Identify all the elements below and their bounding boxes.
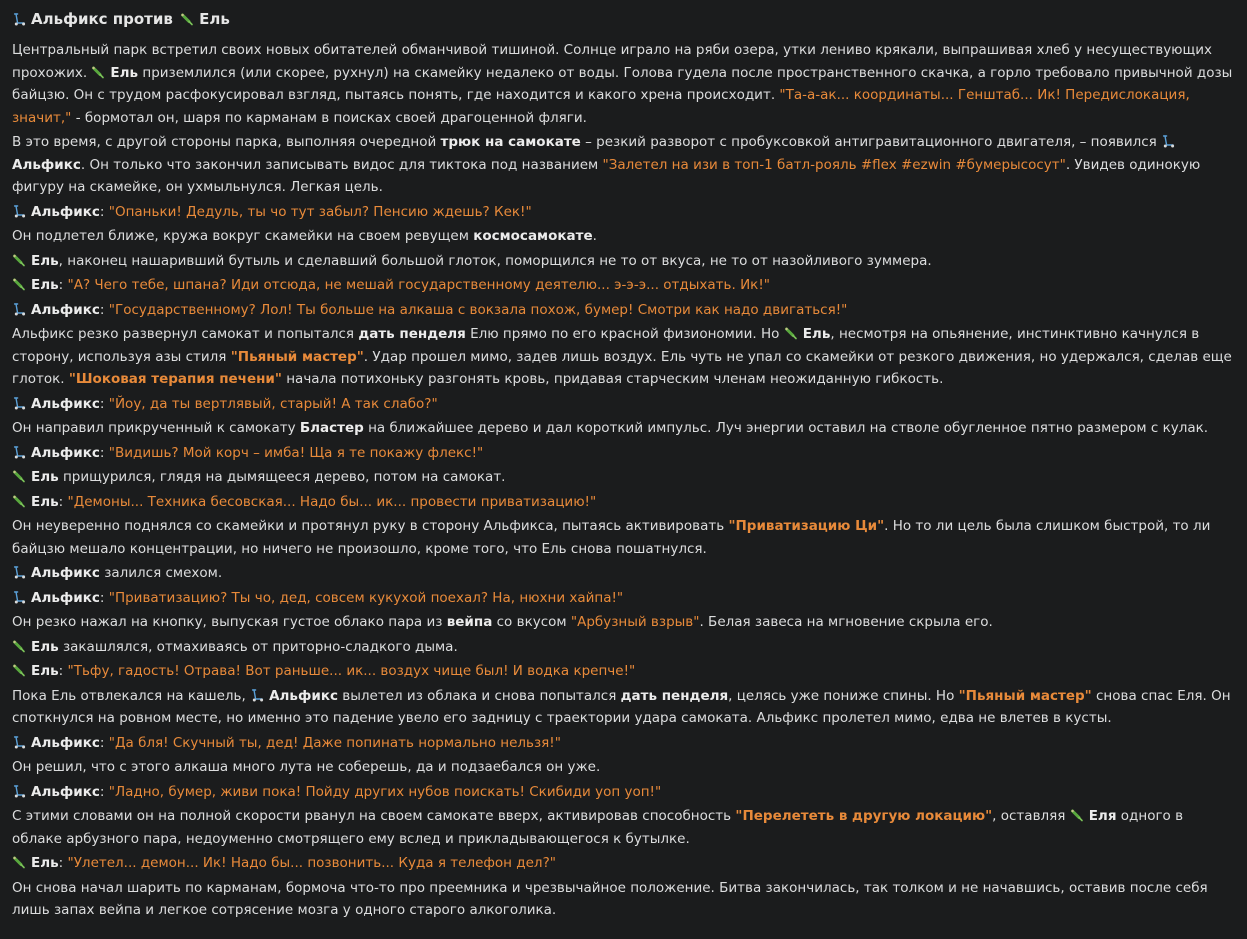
bottle-icon: [784, 326, 798, 340]
bottle-icon: [12, 855, 26, 869]
emphasis-text: Ель: [110, 64, 139, 81]
narration-text: :: [99, 395, 109, 412]
narration-text: , целясь уже пониже спины. Но: [728, 687, 959, 704]
narration-text: начала потихоньку разгонять кровь, придавая старческим членам неожиданную гибкость.: [281, 371, 944, 387]
story-paragraph: [12, 685, 1235, 730]
narration-text: , наконец нашаривший бутыль и сделавший большой глоток, поморщился не то от вкуса, не то от назойливого зуммера.: [58, 252, 932, 269]
narration-text: В это время, с другой стороны парка, выполняя очередной: [12, 134, 441, 150]
story-paragraph: [12, 323, 1235, 391]
quote-text: "Приватизацию? Ты чо, дед, совсем кукухой поехал? На, нюхни хайпа!": [108, 589, 624, 606]
scooter-icon: [250, 688, 264, 702]
narration-text: :: [99, 734, 109, 751]
quote-text: "Ладно, бумер, живи пока! Пойду других нубов поискать! Скибиди yoп yoп!": [108, 783, 662, 800]
narration-text: :: [99, 301, 109, 318]
technique-name: "Перелететь в другую локацию": [735, 808, 993, 824]
scooter-icon: [12, 204, 26, 218]
story-paragraph: [12, 636, 1235, 659]
narration-text: . Белая завеса на мгновение скрыла его.: [699, 614, 993, 630]
bottle-icon: [12, 494, 26, 508]
technique-name: "Шоковая терапия печени": [68, 371, 282, 387]
bottle-icon: [180, 12, 194, 26]
bottle-icon: [12, 469, 26, 483]
emphasis-text: Ель: [31, 277, 59, 293]
emphasis-text: Ель: [802, 326, 831, 342]
narration-text: одного в облаке арбузного пара, недоуменно смотрящего ему вслед и прикладывающегося к бутылке.: [12, 808, 1184, 847]
story-paragraph: [12, 442, 1235, 465]
narration-text: С этими словами он на полной скорости рванул на своем самокате вверх, активировав способность: [12, 808, 736, 824]
narration-text: . Но то ли цель была слишком быстрой, то ли байцзю мешало концентрации, но ничего не произошло, кроме того, что Ель снова пошатнулся.: [12, 518, 1211, 557]
narration-text: Альфикс резко развернул самокат и попытался: [12, 326, 359, 342]
scooter-icon: [12, 565, 26, 579]
narration-text: на ближайшее дерево и дал короткий импульс. Луч энергии оставил на стволе обугленное пятно размером с кулак.: [363, 420, 1209, 436]
story-paragraph: [12, 732, 1235, 755]
emphasis-text: трюк на самокате: [440, 134, 581, 150]
story-paragraph: [12, 562, 1235, 585]
narration-text: Он неуверенно поднялся со скамейки и протянул руку в сторону Альфикса, пытаясь активировать: [12, 518, 729, 534]
emphasis-text: Альфикс: [31, 395, 100, 412]
title-text-a: Альфикс против: [31, 10, 173, 28]
quote-text: "Демоны... Техника бесовская... Надо бы... ик... провести приватизацию!": [67, 493, 597, 510]
narration-text: :: [58, 855, 68, 871]
emphasis-text: Ель: [31, 663, 59, 679]
quote-text: "Арбузный взрыв": [570, 614, 700, 630]
scooter-icon: [12, 445, 26, 459]
narration-text: :: [99, 444, 109, 461]
emphasis-text: Альфикс: [31, 203, 100, 220]
emphasis-text: Бластер: [299, 420, 364, 436]
emphasis-text: Ель: [31, 493, 59, 510]
quote-text: "Йоу, да ты вертлявый, старый! А так слабо?": [108, 395, 438, 412]
story-paragraph: [12, 515, 1235, 560]
bottle-icon: [12, 639, 26, 653]
emphasis-text: Ель: [31, 855, 59, 871]
narration-text: :: [99, 783, 109, 800]
quote-text: "Видишь? Мой корч – имба! Ща я те покажу флекс!": [108, 444, 484, 461]
scooter-icon: [1161, 134, 1175, 148]
emphasis-text: вейпа: [446, 614, 493, 630]
scooter-icon: [12, 12, 26, 26]
story-paragraph: [12, 805, 1235, 850]
narration-text: приземлился (или скорее, рухнул) на скамейку недалеко от воды. Голова гудела после пространственного скачка, а горло требовало привычной дозы байцзю. Он с трудом расфокусировал взгляд, пытаясь понять, где находится и какого хрена происходит.: [12, 64, 1233, 103]
story-paragraph: [12, 877, 1235, 922]
emphasis-text: Альфикс: [12, 156, 81, 173]
quote-text: "Залетел на изи в топ-1 батл-рояль #flex #ezwin #бумерысосут": [602, 156, 1066, 173]
narration-text: снова спас Еля. Он споткнулся на ровном месте, но именно это падение увело его задницу с траектории удара самоката. Альфикс пролетел мимо, едва не влетев в кусты.: [12, 687, 1231, 726]
narration-text: Пока Ель отвлекался на кашель,: [12, 687, 251, 704]
quote-text: "Опаньки! Дедуль, ты чо тут забыл? Пенсию ждешь? Кек!": [108, 203, 532, 220]
quote-text: "А? Чего тебе, шпана? Иди отсюда, не мешай государственному деятелю... э-э-э... отдыхать. Ик!": [67, 277, 770, 293]
bottle-icon: [12, 277, 26, 291]
story-paragraph: [12, 611, 1235, 634]
technique-name: "Пьяный мастер": [958, 687, 1092, 704]
story-paragraph: [12, 225, 1235, 248]
story-paragraph: [12, 660, 1235, 683]
story-paragraph: [12, 587, 1235, 610]
narration-text: - бормотал он, шаря по карманам в поисках своей драгоценной фляги.: [71, 109, 587, 126]
emphasis-text: Альфикс: [31, 444, 100, 461]
scooter-icon: [12, 590, 26, 604]
story-paragraph: [12, 274, 1235, 297]
story-paragraph: [12, 417, 1235, 440]
quote-text: "Тьфу, гадость! Отрава! Вот раньше... ик... воздух чище был! И водка крепче!": [67, 663, 636, 679]
title-text-b: Ель: [199, 10, 230, 28]
narration-text: Он подлетел ближе, кружа вокруг скамейки на своем ревущем: [12, 228, 474, 244]
narration-text: Он снова начал шарить по карманам, бормоча что-то про преемника и чрезвычайное положение. Битва закончилась, так толком и не начавшись, оставив после себя лишь запах вейпа и легкое сотрясение мозга у одного старого алкоголика.: [12, 879, 1208, 918]
narration-text: Он направил прикрученный к самокату: [12, 420, 300, 436]
scooter-icon: [12, 784, 26, 798]
technique-name: "Приватизацию Ци": [728, 518, 885, 534]
emphasis-text: Ель: [31, 469, 59, 485]
emphasis-text: Альфикс: [31, 301, 100, 318]
narration-text: :: [99, 203, 109, 220]
emphasis-text: космосамокате: [473, 228, 593, 244]
bottle-icon: [12, 253, 26, 267]
narration-text: прищурился, глядя на дымящееся дерево, потом на самокат.: [58, 469, 506, 485]
narration-text: :: [58, 493, 68, 510]
emphasis-text: дать пенделя: [358, 326, 466, 342]
story-paragraph: [12, 756, 1235, 779]
story-paragraph: [12, 201, 1235, 224]
emphasis-text: Ель: [31, 638, 59, 655]
quote-text: "Государственному? Лол! Ты больше на алкаша с вокзала похож, бумер! Смотри как надо двигаться!": [108, 301, 848, 318]
story-paragraph: [12, 250, 1235, 273]
quote-text: "Улетел... демон... Ик! Надо бы... позвонить... Куда я телефон дел?": [67, 855, 556, 871]
story-paragraph: [12, 781, 1235, 804]
bottle-icon: [1070, 808, 1084, 822]
narration-text: Он решил, что с этого алкаша много лута не соберешь, да и подзаебался он уже.: [12, 759, 601, 775]
narration-text: , оставляя: [992, 808, 1070, 824]
emphasis-text: дать пенделя: [620, 687, 729, 704]
narration-text: со вкусом: [492, 614, 571, 630]
narration-text: .: [592, 228, 597, 244]
story-paragraph: [12, 39, 1235, 129]
story-paragraph: [12, 393, 1235, 416]
narration-text: закашлялся, отмахиваясь от приторно-сладкого дыма.: [58, 638, 458, 655]
emphasis-text: Еля: [1088, 808, 1117, 824]
story-paragraph: [12, 131, 1235, 199]
scooter-icon: [12, 302, 26, 316]
emphasis-text: Альфикс: [31, 589, 100, 606]
story-paragraph: [12, 852, 1235, 875]
narration-text: . Он только что закончил записывать видос для тиктока под названием: [80, 156, 603, 173]
narration-text: залился смехом.: [99, 565, 223, 581]
narration-text: Елю прямо по его красной физиономии. Но: [465, 326, 784, 342]
narration-text: :: [58, 277, 68, 293]
story-paragraph: [12, 299, 1235, 322]
story-title: [12, 8, 1235, 30]
narration-text: Центральный парк встретил своих новых обитателей обманчивой тишиной. Солнце играло на ряби озера, утки лениво крякали, выпрашивая хлеб у несуществующих прохожих.: [12, 42, 1213, 81]
narration-text: вылетел из облака и снова попытался: [338, 687, 621, 704]
emphasis-text: Ель: [31, 252, 59, 269]
quote-text: "Да бля! Скучный ты, дед! Даже попинать нормально нельзя!": [108, 734, 561, 751]
story-paragraph: [12, 491, 1235, 514]
quote-text: "Та-а-ак... координаты... Генштаб... Ик! Передислокация, значит,": [12, 87, 1190, 126]
story-body: [12, 39, 1235, 922]
technique-name: "Пьяный мастер": [230, 348, 364, 365]
bottle-icon: [91, 65, 105, 79]
scooter-icon: [12, 735, 26, 749]
narration-text: Он резко нажал на кнопку, выпуская густое облако пара из: [12, 614, 447, 630]
emphasis-text: Альфикс: [31, 734, 100, 751]
emphasis-text: Альфикс: [31, 783, 100, 800]
narration-text: . Увидев одинокую фигуру на скамейке, он ухмыльнулся. Легкая цель.: [12, 156, 1201, 195]
emphasis-text: Альфикс: [269, 687, 338, 704]
narration-text: . Удар прошел мимо, задев лишь воздух. Ель чуть не упал со скамейки от резкого движения, но удержался, сделав еще глоток.: [12, 348, 1232, 387]
narration-text: – резкий разворот с пробуксовкой антигравитационного двигателя, – появился: [580, 134, 1162, 150]
narration-text: :: [99, 589, 109, 606]
scooter-icon: [12, 396, 26, 410]
bottle-icon: [12, 663, 26, 677]
emphasis-text: Альфикс: [31, 565, 100, 581]
narration-text: :: [58, 663, 68, 679]
story-paragraph: [12, 466, 1235, 489]
narration-text: , несмотря на опьянение, инстинктивно качнулся в сторону, используя азы стиля: [12, 326, 1200, 365]
